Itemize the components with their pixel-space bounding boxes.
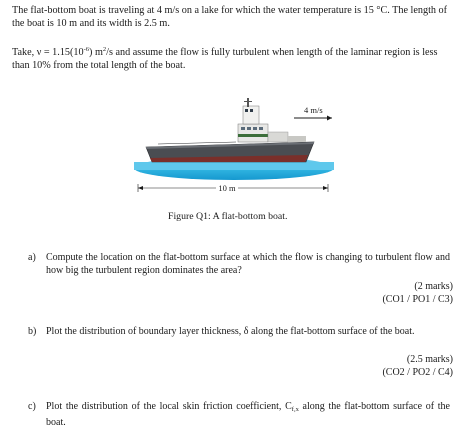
length-label: 10 m <box>218 183 236 193</box>
marks-b <box>382 353 453 379</box>
arrowhead <box>327 116 332 121</box>
question-c <box>30 400 450 429</box>
boat-illustration <box>118 92 338 202</box>
speed-label: 4 m/s <box>304 105 323 115</box>
question-text: Plot the distribution of the local skin friction coefficient, $C_{f,x}$ along the flat-bottom surface of the boat. <box>46 401 450 428</box>
question-label: a) <box>28 252 36 263</box>
water-band <box>134 162 334 170</box>
boat-figure <box>118 92 338 202</box>
bridge <box>243 106 259 124</box>
marks-value: (2 marks) <box>414 281 453 292</box>
course-outcome: (CO2 / PO2 / C4) <box>382 367 453 378</box>
figure-caption: Figure Q1: A flat-bottom boat. <box>168 211 288 222</box>
marks-value: (2.5 marks) <box>406 354 453 365</box>
question-text: Compute the location on the flat-bottom surface at which the flow is changing to turbulent flow and how big the turbulent region dominates the area? <box>46 252 450 276</box>
question-a <box>30 251 450 277</box>
mast <box>247 98 249 107</box>
question-text: Plot the distribution of boundary layer thickness, δ along the flat-bottom surface of the boat. <box>46 326 415 337</box>
question-label: c) <box>28 401 36 412</box>
marks-a <box>382 280 453 306</box>
question-b <box>30 325 450 338</box>
question-label: b) <box>28 326 37 337</box>
problem-assumptions: Take, $\nu = 1.15(10^{-6})$ $m^2/s$ and assume the flow is fully turbulent when length of the laminar region is less than 10% from the total length of the boat. <box>12 46 438 72</box>
course-outcome: (CO1 / PO1 / C3) <box>382 294 453 305</box>
cabin <box>238 124 268 142</box>
problem-statement: The flat-bottom boat is traveling at 4 m/s on a lake for which the water temperature is 15 °C. The length of the boat is 10 m and its width is 2.5 m. <box>12 5 448 30</box>
